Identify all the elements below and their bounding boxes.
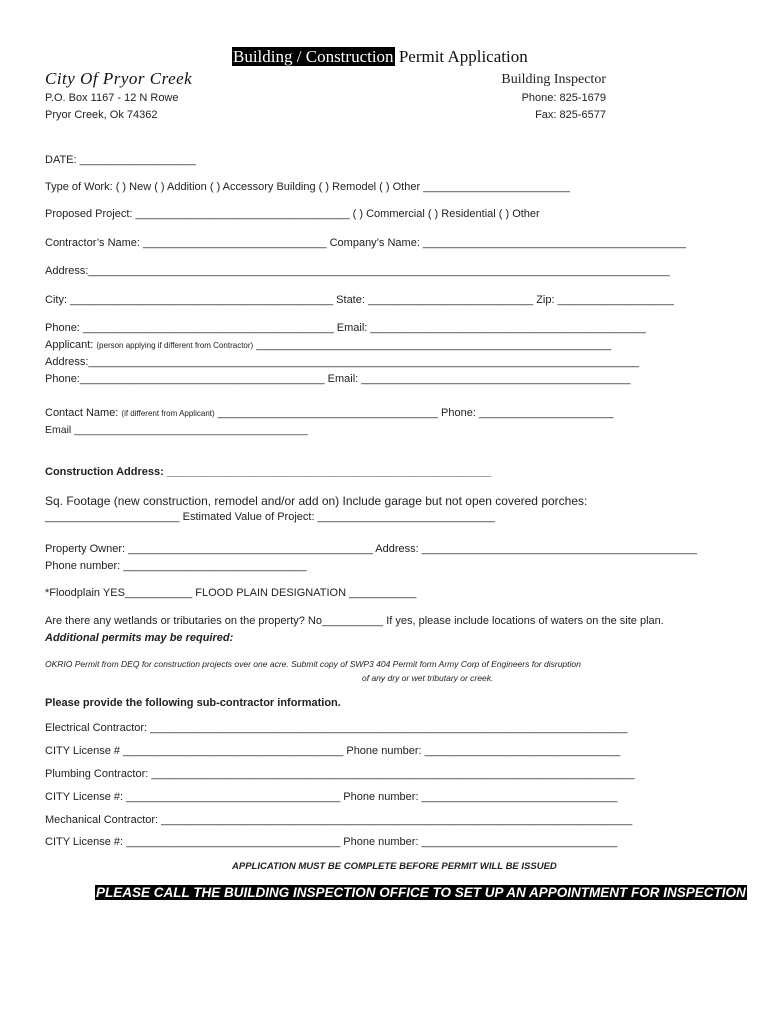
- applicant-field[interactable]: [45, 339, 611, 351]
- property-owner-field[interactable]: Property Owner: ________________________________________ Address: _____________________________________________: [45, 543, 698, 555]
- contact-label: Contact Name:: [45, 407, 122, 419]
- construction-address-field[interactable]: [45, 466, 491, 478]
- city-name: City Of Pryor Creek: [45, 69, 193, 88]
- phone-email-field[interactable]: Phone: _________________________________________ Email: _____________________________________________: [45, 322, 646, 334]
- city-state-zip-field[interactable]: City: ___________________________________________ State: ___________________________ Zip: ___________________: [45, 294, 674, 306]
- owner-phone-field[interactable]: Phone number: ______________________________: [45, 560, 307, 572]
- address-line-2: Pryor Creek, Ok 74362: [45, 109, 158, 121]
- applicant-line: __________________________________________________________: [253, 339, 612, 351]
- floodplain-field[interactable]: *Floodplain YES___________ FLOOD PLAIN DESIGNATION ___________: [45, 587, 417, 599]
- proposed-project-field[interactable]: Proposed Project: ___________________________________ ( ) Commercial ( ) Residential ( ) Other: [45, 208, 540, 220]
- electrical-license-field[interactable]: CITY License # ____________________________________ Phone number: ________________________________: [45, 745, 621, 757]
- plumbing-contractor-field[interactable]: Plumbing Contractor: _______________________________________________________________________________: [45, 768, 635, 780]
- sq-footage-label: Sq. Footage (new construction, remodel and/or add on) Include garage but not open covered porches:: [45, 494, 588, 508]
- title-highlight: Building / Construction: [233, 47, 394, 66]
- applicant-note: (person applying if different from Contractor): [96, 341, 254, 350]
- application-complete-note: APPLICATION MUST BE COMPLETE BEFORE PERMIT WILL BE ISSUED: [232, 861, 557, 872]
- applicant-address-field[interactable]: Address:__________________________________________________________________________________________: [45, 356, 639, 368]
- sq-footage-value-field[interactable]: ______________________ Estimated Value of Project: _____________________________: [45, 511, 495, 523]
- contact-line: ____________________________________ Phone: ______________________: [214, 407, 614, 419]
- contact-name-field[interactable]: [45, 407, 614, 419]
- page-title: [232, 47, 528, 67]
- construction-address-label: Construction Address:: [45, 466, 164, 478]
- date-field[interactable]: DATE: ___________________: [45, 154, 196, 166]
- inspection-banner: [95, 884, 747, 902]
- okrio-note-2: of any dry or wet tributary or creek.: [362, 673, 494, 683]
- address-line-1: P.O. Box 1167 - 12 N Rowe: [45, 92, 179, 104]
- plumbing-license-field[interactable]: CITY License #: ___________________________________ Phone number: ________________________________: [45, 791, 618, 803]
- additional-permits-heading: Additional permits may be required:: [45, 632, 234, 644]
- okrio-note-1: OKRIO Permit from DEQ for construction projects over one acre. Submit copy of SWP3 404 Permit form Army Corp of Engineers for disruption: [45, 659, 581, 669]
- title-rest: Permit Application: [394, 47, 528, 66]
- contact-note: (if different from Applicant): [121, 409, 215, 418]
- construction-address-line: _____________________________________________________: [163, 466, 492, 478]
- applicant-phone-email-field[interactable]: Phone:________________________________________ Email: ____________________________________________: [45, 373, 631, 385]
- applicant-label: Applicant:: [45, 339, 97, 351]
- contact-email-field[interactable]: Email ________________________________________: [45, 424, 308, 436]
- address-field[interactable]: Address:_______________________________________________________________________________________________: [45, 265, 670, 277]
- contractor-name-field[interactable]: Contractor’s Name: ______________________________ Company’s Name: ___________________________________________: [45, 237, 686, 249]
- mechanical-license-field[interactable]: CITY License #: ___________________________________ Phone number: ________________________________: [45, 836, 618, 848]
- type-of-work-field[interactable]: Type of Work: ( ) New ( ) Addition ( ) Accessory Building ( ) Remodel ( ) Other ________________________: [45, 181, 571, 193]
- inspector-phone: Phone: 825-1679: [521, 92, 606, 104]
- inspector-fax: Fax: 825-6577: [535, 109, 606, 121]
- mechanical-contractor-field[interactable]: Mechanical Contractor: _____________________________________________________________________________: [45, 814, 633, 826]
- electrical-contractor-field[interactable]: Electrical Contractor: ______________________________________________________________________________: [45, 722, 628, 734]
- sub-contractor-heading: Please provide the following sub-contractor information.: [45, 697, 341, 709]
- inspector-title: Building Inspector: [501, 72, 606, 87]
- inspection-banner-text: PLEASE CALL THE BUILDING INSPECTION OFFICE TO SET UP AN APPOINTMENT FOR INSPECTION: [96, 885, 746, 900]
- wetlands-field[interactable]: Are there any wetlands or tributaries on the property? No__________ If yes, please include locations of waters on the site plan.: [45, 615, 664, 627]
